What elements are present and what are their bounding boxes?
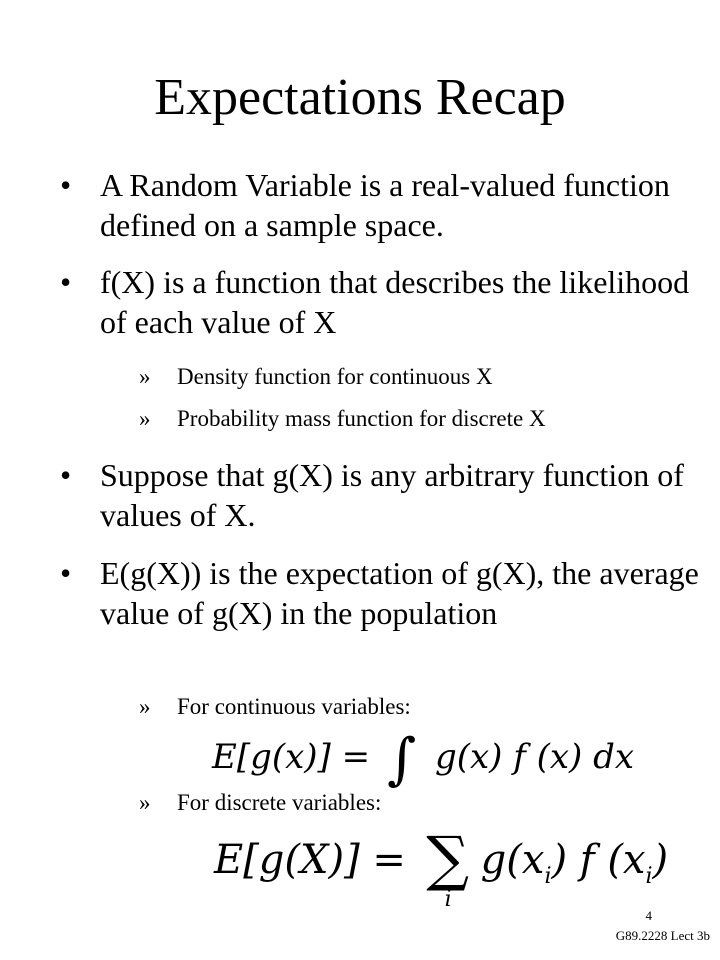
bullet-arbitrary-function bbox=[60, 455, 710, 535]
bullet-icon: • bbox=[60, 457, 72, 493]
sub-bullet-text: For discrete variables: bbox=[177, 790, 382, 815]
slide-title: Expectations Recap bbox=[154, 69, 566, 126]
bullet-icon: • bbox=[60, 264, 72, 300]
bullet-icon: • bbox=[60, 167, 72, 203]
subscript-index: i bbox=[645, 864, 653, 889]
bullet-text: Suppose that g(X) is any arbitrary function of values of X. bbox=[100, 457, 684, 533]
bullet-text: A Random Variable is a real-valued function defined on a sample space. bbox=[100, 167, 670, 243]
summation-symbol: ∑ bbox=[426, 824, 470, 894]
bullet-icon: • bbox=[60, 555, 72, 591]
equation-discrete bbox=[214, 824, 669, 912]
equation-rhs-part: ) bbox=[652, 837, 669, 883]
sub-bullet-text: Probability mass function for discrete X bbox=[177, 406, 546, 431]
sub-bullet-density bbox=[139, 362, 697, 392]
summation bbox=[425, 824, 471, 912]
bullet-text: f(X) is a function that describes the likelihood of each value of X bbox=[100, 264, 690, 340]
sub-bullet-icon: » bbox=[139, 790, 151, 815]
equation-rhs: g(x) f (x) dx bbox=[434, 737, 635, 777]
bullet-text: E(g(X)) is the expectation of g(X), the average value of g(X) in the population bbox=[100, 555, 699, 631]
sub-bullet-mass bbox=[139, 404, 697, 434]
integral-symbol: ∫ bbox=[386, 727, 417, 792]
equation-rhs-part: g(x bbox=[480, 837, 545, 883]
sub-bullet-icon: » bbox=[139, 694, 151, 719]
bullet-expectation bbox=[60, 553, 710, 633]
summation-index: i bbox=[444, 887, 452, 912]
sub-bullet-icon: » bbox=[139, 364, 151, 389]
equation-rhs-part: ) f (x bbox=[551, 837, 646, 883]
sub-bullet-discrete bbox=[139, 788, 697, 818]
bullet-function-fx bbox=[60, 262, 710, 342]
equation-lhs: E[g(x)] = bbox=[212, 737, 371, 777]
bullet-random-variable bbox=[60, 165, 710, 245]
page-number: 4 bbox=[645, 908, 652, 923]
footer-course-label: G89.2228 Lect 3b bbox=[615, 928, 710, 943]
equation-continuous bbox=[212, 727, 635, 792]
equation-lhs: E[g(X)] = bbox=[214, 837, 406, 883]
sub-bullet-text: For continuous variables: bbox=[177, 694, 411, 719]
sub-bullet-icon: » bbox=[139, 406, 151, 431]
sub-bullet-continuous bbox=[139, 692, 697, 722]
sub-bullet-text: Density function for continuous X bbox=[177, 364, 493, 389]
subscript-index: i bbox=[544, 864, 552, 889]
